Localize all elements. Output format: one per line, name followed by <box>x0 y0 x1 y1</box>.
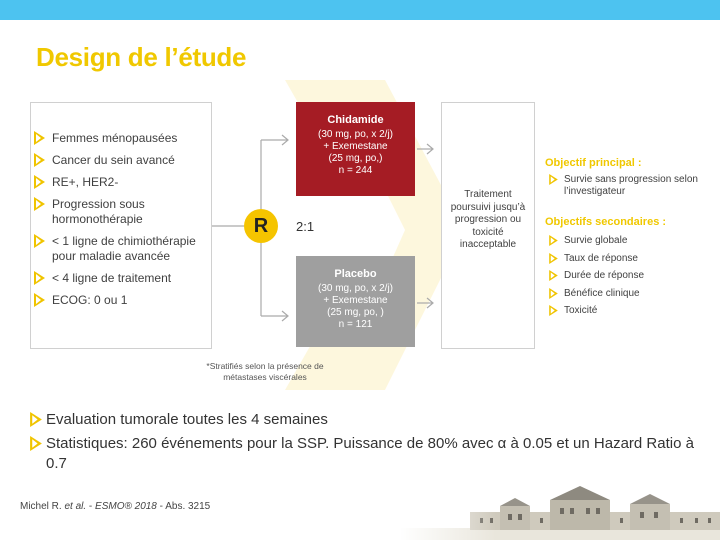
arm-detail: (30 mg, po, x 2/j) <box>317 283 394 294</box>
primary-objective-title: Objectif principal : <box>545 157 642 169</box>
bullet-icon <box>549 253 558 264</box>
objective-item: Survie sans progression selon l’investigateur <box>549 174 719 198</box>
criteria-item: < 1 ligne de chimiothérapie pour maladie avancée <box>34 234 210 264</box>
bullet-icon <box>34 271 45 285</box>
primary-objective-list <box>549 174 719 204</box>
treatment-text: Traitement poursuivi jusqu’à progression ou toxicité inacceptable <box>450 189 526 250</box>
arm-name: Placebo <box>334 268 377 280</box>
bottom-point: Evaluation tumorale toutes les 4 semaines <box>30 410 700 430</box>
bullet-icon <box>549 288 558 299</box>
arm-chidamide <box>296 102 415 196</box>
criteria-item: ECOG: 0 ou 1 <box>34 293 210 308</box>
arm-count: n = 244 <box>338 165 373 176</box>
arm-detail: + Exemestane <box>323 141 388 152</box>
arm-placebo <box>296 256 415 347</box>
bullet-icon <box>30 412 42 427</box>
bullet-icon <box>549 270 558 281</box>
objective-item: Taux de réponse <box>549 253 719 265</box>
secondary-objectives-list <box>549 235 719 323</box>
bullet-icon <box>34 153 45 167</box>
inclusion-criteria-box <box>30 102 212 349</box>
arm-detail: (25 mg, po,) <box>328 153 383 164</box>
bullet-icon <box>549 235 558 246</box>
secondary-objectives-title: Objectifs secondaires : <box>545 216 667 228</box>
arm-name: Chidamide <box>327 114 384 126</box>
bullet-icon <box>34 175 45 189</box>
bullet-icon <box>34 293 45 307</box>
criteria-item: Cancer du sein avancé <box>34 153 210 168</box>
objective-item: Toxicité <box>549 305 719 317</box>
objective-item: Durée de réponse <box>549 270 719 282</box>
arm-detail: (30 mg, po, x 2/j) <box>317 129 394 140</box>
bullet-icon <box>549 305 558 316</box>
page-title: Design de l’étude <box>36 42 247 72</box>
bullet-icon <box>30 436 42 451</box>
criteria-item: RE+, HER2- <box>34 175 210 190</box>
bullet-icon <box>34 131 45 145</box>
bottom-point: Statistiques: 260 événements pour la SSP. Puissance de 80% avec α à 0.05 et un Hazard Ratio à 0.7 <box>30 434 700 474</box>
randomization-ratio: 2:1 <box>296 219 315 234</box>
castle-illustration <box>400 470 720 540</box>
citation: Michel R. et al. - ESMO® 2018 - Abs. 3215 <box>20 501 211 512</box>
bullet-icon <box>549 174 558 185</box>
arm-detail: + Exemestane <box>323 295 388 306</box>
randomization-circle: R <box>244 209 278 243</box>
criteria-item: < 4 ligne de traitement <box>34 271 210 286</box>
arm-detail: (25 mg, po, ) <box>327 307 384 318</box>
objective-item: Survie globale <box>549 235 719 247</box>
stratification-footnote: *Stratifiés selon la présence de métastases viscérales <box>206 361 324 382</box>
treatment-box <box>441 102 535 349</box>
bottom-points <box>30 410 700 478</box>
criteria-item: Femmes ménopausées <box>34 131 210 146</box>
arm-count: n = 121 <box>338 319 373 330</box>
objective-item: Bénéfice clinique <box>549 288 719 300</box>
criteria-item: Progression sous hormonothérapie <box>34 197 210 227</box>
bullet-icon <box>34 234 45 248</box>
bullet-icon <box>34 197 45 211</box>
